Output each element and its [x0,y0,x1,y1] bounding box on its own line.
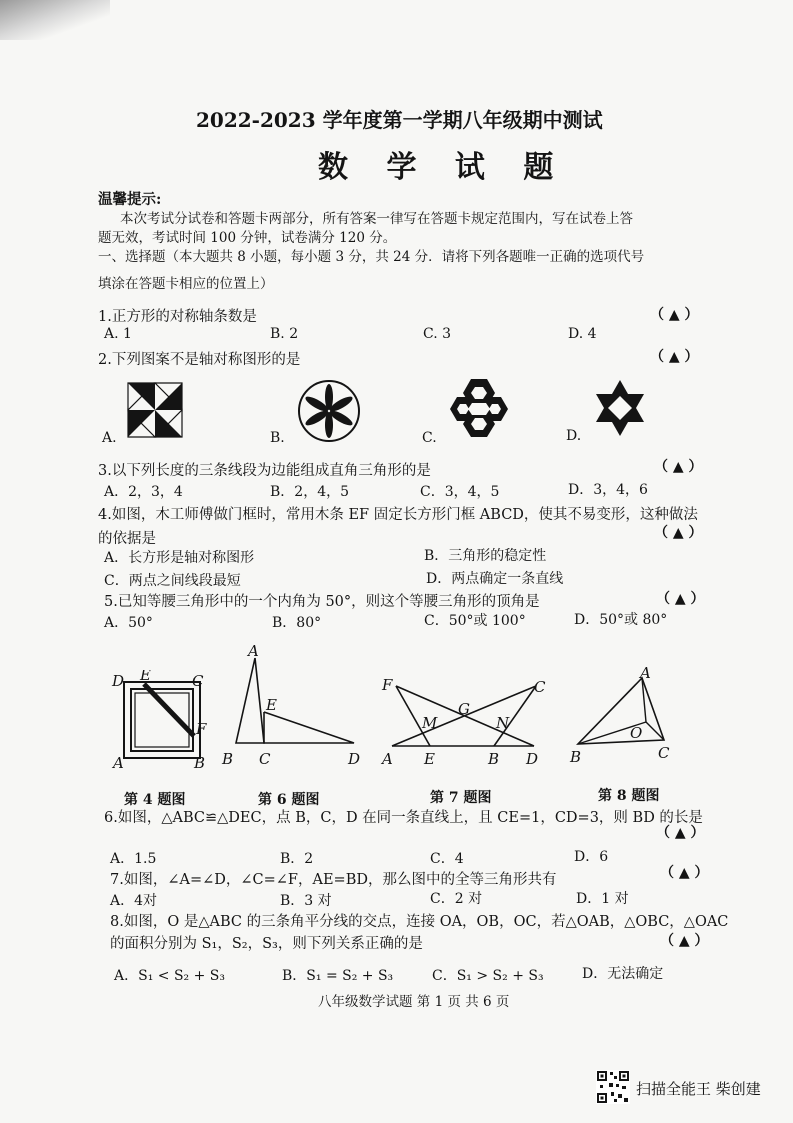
q4-option-c: C．两点之间线段最短 [104,573,241,589]
notice-heading: 温馨提示: [98,191,162,208]
q1-option-c: C. 3 [423,326,452,342]
q6-option-b: B．2 [280,851,314,867]
answer-mark: （ ▲ ） [650,307,699,323]
figure-4-door-frame [110,670,214,778]
figure-7-caption: 第 7 题图 [430,790,492,806]
figure-4-caption: 第 4 题图 [124,792,186,808]
svg-text:B: B [194,754,206,772]
q2-option-c: C. [422,430,437,446]
notice-line-2: 题无效，考试时间 100 分钟，试卷满分 120 分。 [98,230,397,246]
q3-option-b: B．2，4，5 [270,484,350,500]
q4-option-a: A．长方形是轴对称图形 [104,550,255,566]
question-7-stem: 7.如图，∠A=∠D，∠C=∠F，AE=BD，那么图中的全等三角形共有 [110,872,557,888]
svg-text:B: B [570,748,582,766]
watermark-text: 扫描全能王 柴创建 [636,1080,761,1098]
star-of-david-pattern [592,378,648,442]
q3-option-c: C．3，4，5 [420,484,500,500]
svg-text:C: C [534,678,546,696]
svg-text:G: G [458,700,470,718]
svg-text:N: N [496,714,510,732]
answer-mark: （ ▲ ） [654,525,703,541]
question-1-stem: 1.正方形的对称轴条数是 [98,309,257,325]
q5-option-c: C．50°或 100° [424,613,526,629]
answer-mark: （ ▲ ） [656,825,705,841]
question-4-stem-cont: 的依据是 [98,531,156,547]
svg-text:C: C [259,750,271,768]
q1-option-b: B. 2 [270,326,299,342]
svg-text:E: E [266,696,277,714]
page-footer: 八年级数学试题 第 1 页 共 6 页 [318,994,510,1010]
answer-mark: （ ▲ ） [650,349,699,365]
section-heading-cont: 填涂在答题卡相应的位置上） [98,276,274,292]
q2-option-b: B. [270,430,285,446]
question-6-stem: 6.如图，△ABC≌△DEC，点 B，C，D 在同一条直线上，且 CE=1，CD=3，则 BD 的长是 [104,810,703,826]
exam-title: 2022-2023 学年度第一学期八年级期中测试 [196,108,603,132]
answer-mark: （ ▲ ） [656,591,705,607]
svg-text:A: A [113,754,124,772]
q5-option-a: A．50° [104,615,153,631]
q3-option-d: D．3，4，6 [568,482,648,498]
qr-code-icon [596,1070,630,1104]
figure-8-caption: 第 8 题图 [598,788,660,804]
q1-option-a: A. 1 [104,326,132,342]
svg-text:B: B [222,750,234,768]
svg-text:D: D [112,672,125,690]
q4-option-b: B．三角形的稳定性 [424,548,547,564]
svg-text:F: F [196,720,207,738]
q7-option-d: D．1 对 [576,891,629,907]
svg-text:M: M [422,714,438,732]
q2-option-d: D. [566,428,582,444]
q8-option-c: C．S₁ > S₂ + S₃ [432,968,544,984]
hexagon-ring-pattern [446,377,512,443]
q6-option-d: D．6 [574,849,609,865]
pinwheel-pattern [126,381,184,443]
question-3-stem: 3.以下列长度的三条线段为边能组成直角三角形的是 [98,463,431,479]
q4-option-d: D．两点确定一条直线 [426,571,564,587]
section-heading: 一、选择题（本大题共 8 小题，每小题 3 分，共 24 分．请将下列各题唯一正确的选项代号 [98,249,645,265]
answer-mark: （ ▲ ） [660,865,709,881]
question-2-stem: 2.下列图案不是轴对称图形的是 [98,352,301,368]
question-5-stem: 5.已知等腰三角形中的一个内角为 50°，则这个等腰三角形的顶角是 [104,594,540,610]
subject-title: 数 学 试 题 [318,150,568,185]
figure-8-angle-bisectors [566,666,676,770]
q6-option-a: A．1.5 [110,851,157,867]
figure-7-crossing-triangles [378,672,554,774]
scan-shadow [0,0,110,40]
svg-text:A: A [248,642,259,660]
question-4-stem: 4.如图，木工师傅做门框时，常用木条 EF 固定长方形门框 ABCD，使其不易变形，这种做法 [98,507,698,523]
q3-option-a: A．2，3，4 [104,484,183,500]
svg-text:C: C [658,744,670,762]
svg-text:A: A [640,666,651,682]
svg-text:E: E [140,670,151,684]
q8-option-b: B．S₁ = S₂ + S₃ [282,968,394,984]
svg-text:D: D [348,750,361,768]
svg-text:A: A [382,750,393,768]
q7-option-a: A．4对 [110,893,158,909]
q5-option-b: B．80° [272,615,322,631]
q8-option-d: D．无法确定 [582,966,664,982]
svg-text:D: D [526,750,539,768]
svg-text:E: E [424,750,435,768]
q7-option-b: B．3 对 [280,893,332,909]
q1-option-d: D. 4 [568,326,597,342]
q5-option-d: D．50°或 80° [574,612,668,628]
q7-option-c: C．2 对 [430,891,483,907]
question-8-stem-cont: 的面积分别为 S₁，S₂，S₃，则下列关系正确的是 [110,936,423,952]
answer-mark: （ ▲ ） [660,933,709,949]
figure-6-triangles [218,640,368,774]
svg-text:B: B [488,750,500,768]
svg-text:O: O [630,724,643,742]
flower-circle-pattern [297,379,361,447]
q6-option-c: C．4 [430,851,464,867]
figure-6-caption: 第 6 题图 [258,792,320,808]
question-8-stem: 8.如图，O 是△ABC 的三条角平分线的交点，连接 OA，OB，OC，若△OAB，△OBC，△OAC [110,914,729,930]
answer-mark: （ ▲ ） [654,459,703,475]
svg-text:F: F [382,676,393,694]
notice-line-1: 本次考试分试卷和答题卡两部分，所有答案一律写在答题卡规定范围内，写在试卷上答 [120,211,633,227]
q8-option-a: A．S₁ < S₂ + S₃ [114,968,225,984]
q2-option-a: A. [102,430,117,446]
svg-text:C: C [192,672,204,690]
